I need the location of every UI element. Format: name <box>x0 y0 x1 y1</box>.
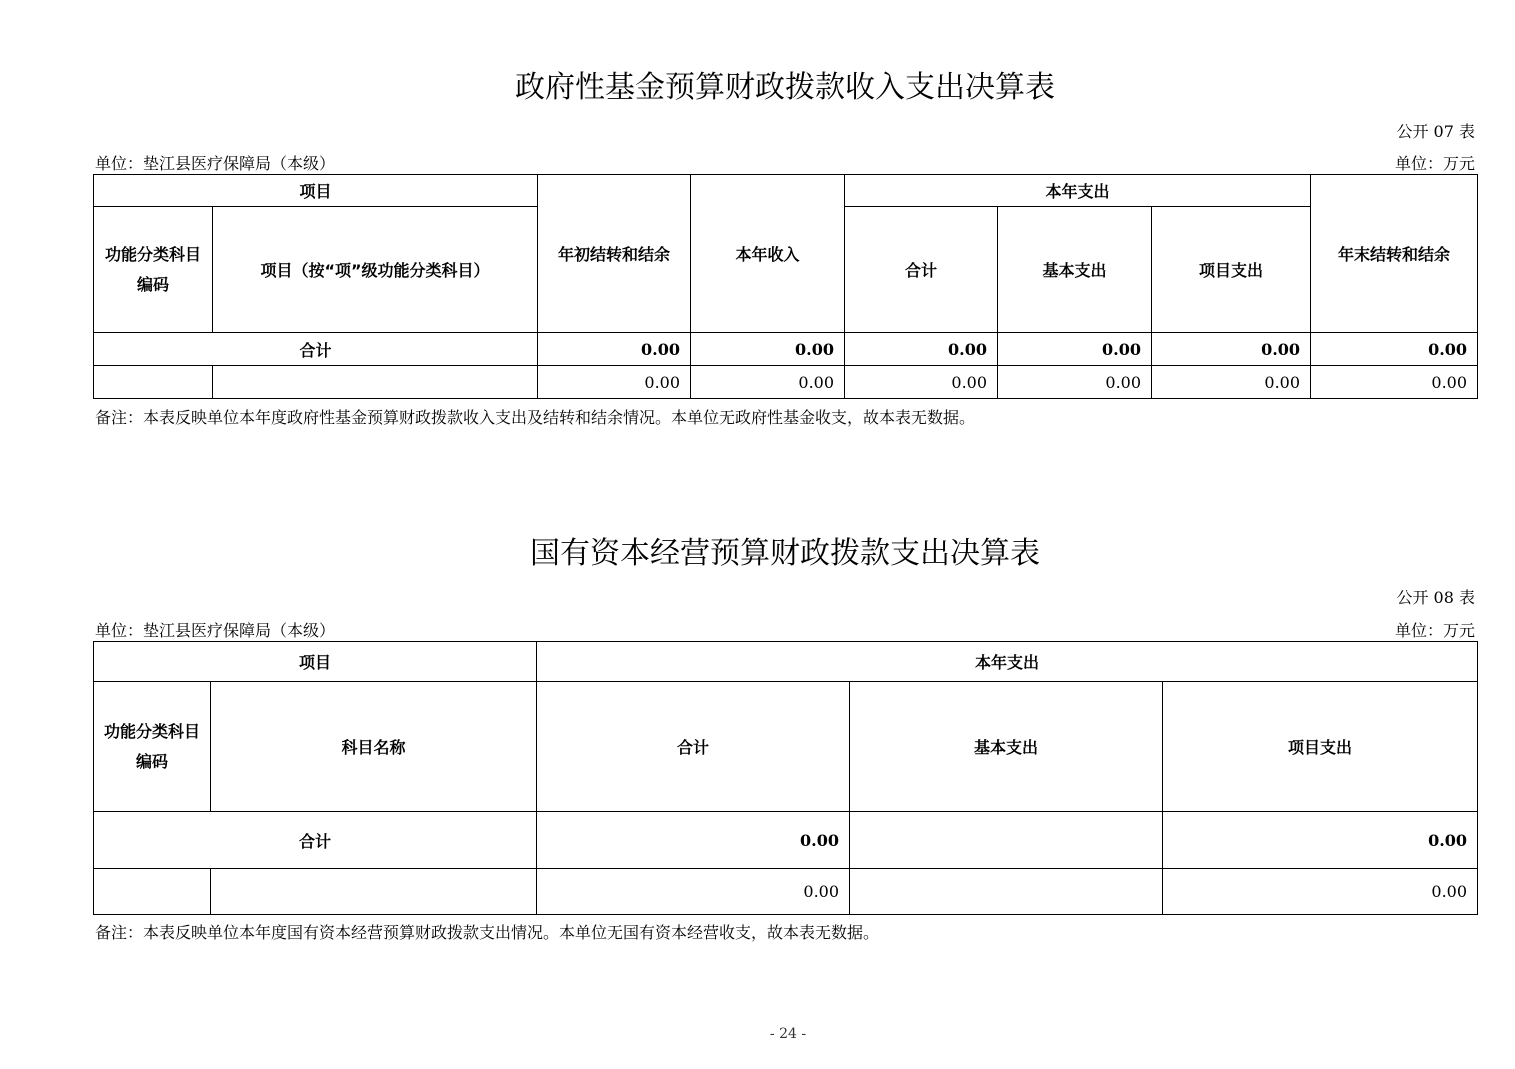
t08-row-total: 0.00 <box>537 869 850 915</box>
table-row <box>94 366 1478 399</box>
t07-total-begin: 0.00 <box>538 333 691 366</box>
t07-row-end: 0.00 <box>1311 366 1478 399</box>
t07-row-name <box>213 366 538 399</box>
t08-header-code: 功能分类科目编码 <box>94 682 211 812</box>
t08-header-expense-group: 本年支出 <box>537 642 1478 682</box>
table-row <box>94 869 1478 915</box>
t08-header-item-group: 项目 <box>94 642 537 682</box>
t07-header-begin: 年初结转和结余 <box>538 175 691 333</box>
t08-header-project: 项目支出 <box>1163 682 1478 812</box>
table08-title: 国有资本经营预算财政拨款支出决算表 <box>530 536 1040 571</box>
t07-header-item-group: 项目 <box>94 175 538 207</box>
t07-header-code: 功能分类科目编码 <box>94 207 213 333</box>
t08-total-project: 0.00 <box>1163 812 1478 869</box>
t07-total-label: 合计 <box>94 333 538 366</box>
page-number: - 24 - <box>769 1026 807 1042</box>
t07-total-income: 0.00 <box>691 333 845 366</box>
table07-unit-org: 单位：垫江县医疗保障局（本级） <box>95 154 336 173</box>
t08-total-label: 合计 <box>94 812 537 869</box>
table-row <box>94 812 1478 869</box>
t08-total-basic <box>850 812 1163 869</box>
table-row <box>94 333 1478 366</box>
table07-title: 政府性基金预算财政拨款收入支出决算表 <box>515 70 1055 105</box>
t07-total-project: 0.00 <box>1152 333 1311 366</box>
table07-note: 备注：本表反映单位本年度政府性基金预算财政拨款收入支出及结转和结余情况。本单位无政府性基金收支，故本表无数据。 <box>95 408 976 427</box>
t07-header-basic: 基本支出 <box>998 207 1152 333</box>
table08 <box>93 641 1478 915</box>
t07-row-project: 0.00 <box>1152 366 1311 399</box>
t07-header-end: 年末结转和结余 <box>1311 175 1478 333</box>
table07-unit-measure: 单位：万元 <box>1394 154 1475 173</box>
t07-header-project: 项目支出 <box>1152 207 1311 333</box>
table07 <box>93 174 1478 399</box>
t07-header-expense-group: 本年支出 <box>845 175 1311 207</box>
table08-unit-org: 单位：垫江县医疗保障局（本级） <box>95 621 336 640</box>
table07-code: 公开 07 表 <box>1396 122 1475 141</box>
t08-row-basic <box>850 869 1163 915</box>
t08-header-basic: 基本支出 <box>850 682 1163 812</box>
t07-total-end: 0.00 <box>1311 333 1478 366</box>
t07-total-basic: 0.00 <box>998 333 1152 366</box>
t07-row-basic: 0.00 <box>998 366 1152 399</box>
t07-row-income: 0.00 <box>691 366 845 399</box>
t07-row-begin: 0.00 <box>538 366 691 399</box>
table08-note: 备注：本表反映单位本年度国有资本经营预算财政拨款支出情况。本单位无国有资本经营收支，故本表无数据。 <box>95 923 880 942</box>
t08-row-project: 0.00 <box>1163 869 1478 915</box>
t08-header-total: 合计 <box>537 682 850 812</box>
t07-row-code <box>94 366 213 399</box>
t08-row-code <box>94 869 211 915</box>
t08-row-name <box>211 869 537 915</box>
t07-total-total: 0.00 <box>845 333 998 366</box>
table08-code: 公开 08 表 <box>1396 588 1475 607</box>
t08-total-total: 0.00 <box>537 812 850 869</box>
t08-header-name: 科目名称 <box>211 682 537 812</box>
table08-unit-measure: 单位：万元 <box>1394 621 1475 640</box>
t07-header-name: 项目（按“项”级功能分类科目） <box>213 207 538 333</box>
t07-header-income: 本年收入 <box>691 175 845 333</box>
t07-header-total: 合计 <box>845 207 998 333</box>
t07-row-total: 0.00 <box>845 366 998 399</box>
